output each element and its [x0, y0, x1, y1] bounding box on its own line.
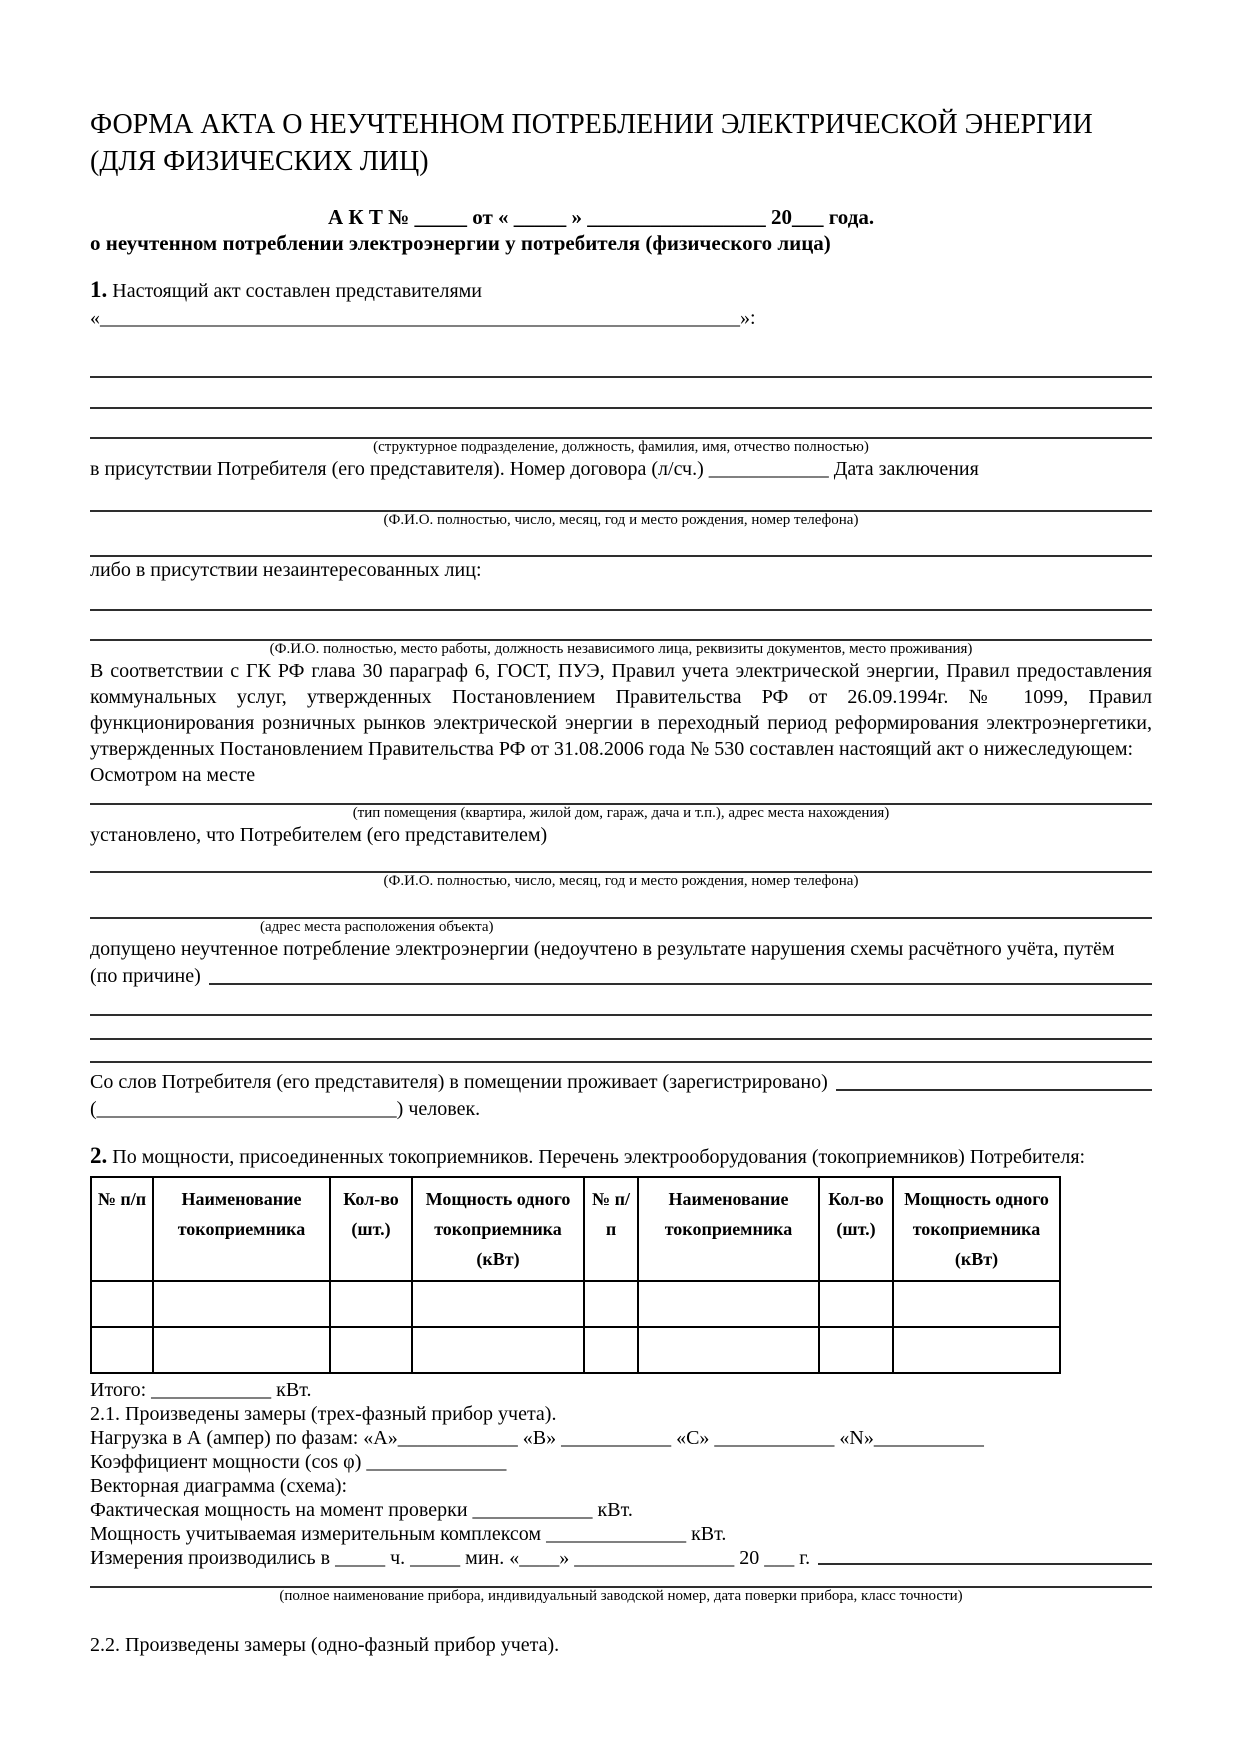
col-header-name-2: Наименование токоприемника: [638, 1177, 819, 1281]
col-header-num-1: № п/п: [91, 1177, 153, 1281]
table-cell: [330, 1327, 412, 1373]
fill-blank: [836, 1069, 1152, 1091]
caption-fio-independent: (Ф.И.О. полностью, место работы, должность независимого лица, реквизиты документов, место проживания): [269, 641, 973, 657]
caption-premises-type: (тип помещения (квартира, жилой дом, гараж, дача и т.п.), адрес места нахождения): [352, 805, 890, 821]
phase-load-line: Нагрузка в А (ампер) по фазам: «А»____________ «В» ___________ «С» ____________ «N»___________: [90, 1427, 984, 1449]
residents-label: Со слов Потребителя (его представителя) в помещении проживает (зарегистрировано): [90, 1071, 828, 1093]
measurement-row: [90, 1546, 1152, 1570]
blank-line: [90, 611, 1152, 641]
col-header-num-2: № п/п: [584, 1177, 638, 1281]
section2-heading: [90, 1141, 1152, 1172]
witnesses-line: либо в присутствии незаинтересованных лиц:: [90, 559, 482, 581]
col-header-power-2: Мощность одного токоприемника (кВт): [893, 1177, 1060, 1281]
blank-line: [90, 1016, 1152, 1040]
caption-object-address: (адрес места расположения объекта): [260, 919, 494, 935]
residents-row: [90, 1069, 1152, 1096]
document-page: [90, 106, 1152, 1657]
table-cell: [638, 1281, 819, 1327]
section21-heading: 2.1. Произведены замеры (трех-фазный прибор учета).: [90, 1403, 557, 1425]
document-title-line2: (ДЛЯ ФИЗИЧЕСКИХ ЛИЦ): [90, 146, 429, 177]
section2-number: 2.: [90, 1143, 108, 1168]
presence-line: в присутствии Потребителя (его представителя). Номер договора (л/сч.) ____________ Дата заключения: [90, 458, 979, 480]
document-title-line1: ФОРМА АКТА О НЕУЧТЕННОМ ПОТРЕБЛЕНИИ ЭЛЕКТРИЧЕСКОЙ ЭНЕРГИИ: [90, 109, 1093, 140]
section1-intro-text: Настоящий акт составлен представителями «________________________________________________________________»:: [90, 280, 756, 329]
fill-blank: [209, 963, 1152, 985]
inspection-line: Осмотром на месте: [90, 764, 256, 786]
blank-line: [90, 584, 1152, 611]
table-cell: [819, 1281, 893, 1327]
equipment-table: [90, 1176, 1061, 1374]
table-header-row: [91, 1177, 1060, 1281]
table-cell: [153, 1327, 330, 1373]
violation-intro-line: допущено неучтенное потребление электроэнергии (недоучтено в результате нарушения схемы расчётного учёта, путём: [90, 938, 1115, 960]
blank-line: [90, 990, 1152, 1016]
caption-fio-birth-2: (Ф.И.О. полностью, число, месяц, год и место рождения, номер телефона): [383, 873, 859, 889]
actual-power-line: Фактическая мощность на момент проверки ____________ кВт.: [90, 1499, 633, 1521]
caption-structural-unit: (структурное подразделение, должность, фамилия, имя, отчество полностью): [373, 439, 869, 455]
caption-device-info: (полное наименование прибора, индивидуальный заводской номер, дата поверки прибора, класс точности): [279, 1588, 963, 1604]
section2-heading-text: По мощности, присоединенных токоприемников. Перечень электрооборудования (токоприемников) Потребителя:: [112, 1146, 1086, 1168]
violation-reason-label: (по причине): [90, 965, 201, 987]
legal-basis-paragraph: В соответствии с ГК РФ глава 30 параграф 6, ГОСТ, ПУЭ, Правил учета электрической энергии, Правил предоставления коммунальных услуг, утвержденных Постановлением Правительства РФ от 26.09.1994г. № 1099, Правил функционирования розничных рынков электрической энергии в переходный период реформирования электроэнергетики, утвержденных Постановлением Правительства РФ от 31.08.2006 года № 530 составлен настоящий акт о нижеследующем:: [90, 660, 1152, 760]
caption-fio-birth: (Ф.И.О. полностью, число, месяц, год и место рождения, номер телефона): [383, 512, 859, 528]
table-cell: [638, 1327, 819, 1373]
blank-line: [90, 529, 1152, 557]
blank-line: [90, 890, 1152, 919]
table-cell: [91, 1281, 153, 1327]
col-header-power-1: Мощность одного токоприемника (кВт): [412, 1177, 584, 1281]
blank-line: [90, 483, 1152, 512]
act-subheading: о неучтенном потреблении электроэнергии у потребителя (физического лица): [90, 231, 831, 255]
table-cell: [91, 1327, 153, 1373]
table-cell: [893, 1327, 1060, 1373]
blank-line: [90, 1570, 1152, 1588]
metered-power-line: Мощность учитываемая измерительным комплексом ______________ кВт.: [90, 1523, 727, 1545]
table-cell: [893, 1281, 1060, 1327]
fill-blank: [818, 1546, 1152, 1565]
document-title: [90, 106, 1152, 180]
col-header-qty-1: Кол-во (шт.): [330, 1177, 412, 1281]
section22-heading: 2.2. Произведены замеры (одно-фазный прибор учета).: [90, 1634, 560, 1656]
blank-line: [90, 378, 1152, 409]
table-cell: [584, 1281, 638, 1327]
col-header-name-1: Наименование токоприемника: [153, 1177, 330, 1281]
table-cell: [330, 1281, 412, 1327]
blank-line: [90, 409, 1152, 439]
blank-line: [90, 849, 1152, 873]
equipment-table-body: [91, 1281, 1060, 1373]
col-header-qty-2: Кол-во (шт.): [819, 1177, 893, 1281]
table-cell: [412, 1281, 584, 1327]
blank-line: [90, 1040, 1152, 1063]
established-line: установлено, что Потребителем (его представителем): [90, 824, 548, 846]
table-cell: [412, 1327, 584, 1373]
violation-reason-row: [90, 963, 1152, 990]
table-cell: [819, 1327, 893, 1373]
blank-line: [90, 332, 1152, 378]
section1-intro: [90, 276, 1152, 332]
measurement-label: Измерения производились в _____ ч. _____ мин. «____» ________________ 20 ___ г.: [90, 1547, 811, 1569]
power-factor-line: Коэффициент мощности (cos φ) ______________: [90, 1451, 507, 1473]
table-row: [91, 1327, 1060, 1373]
residents-count-line: (______________________________) человек.: [90, 1098, 481, 1120]
table-cell: [584, 1327, 638, 1373]
total-line: Итого: ____________ кВт.: [90, 1379, 312, 1401]
equipment-table-header: [91, 1177, 1060, 1281]
blank-line: [90, 789, 1152, 805]
act-heading: А К Т № _____ от « _____ » _________________ 20___ года.: [328, 205, 875, 229]
vector-diagram-line: Векторная диаграмма (схема):: [90, 1475, 348, 1497]
table-cell: [153, 1281, 330, 1327]
table-row: [91, 1281, 1060, 1327]
section1-number: 1.: [90, 277, 108, 302]
